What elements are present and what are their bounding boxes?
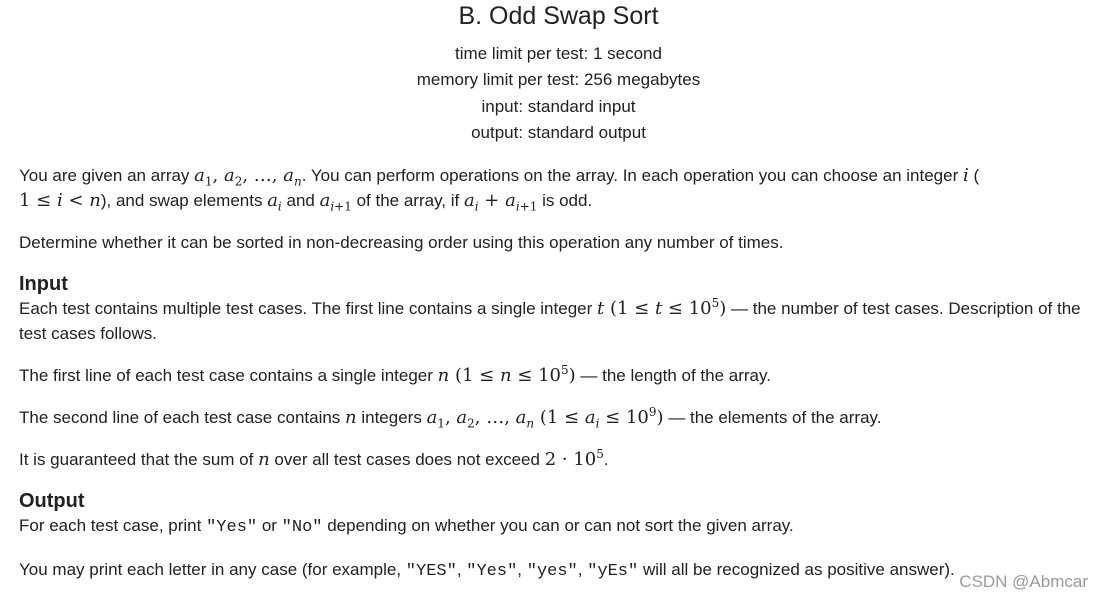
input-spec: input: standard input <box>481 96 636 116</box>
input-text: — the length of the array. <box>575 366 771 385</box>
input-paragraph-4 <box>19 447 1094 472</box>
input-paragraph-3 <box>19 405 1094 430</box>
input-text: . <box>603 450 609 469</box>
input-text: It is guaranteed that the sum of <box>19 450 259 469</box>
math-i: i <box>962 165 969 186</box>
code-example: "Yes" <box>466 562 518 581</box>
statement-text: . You can perform operations on the array. In each operation you can choose an integer <box>301 166 963 185</box>
code-yes: "Yes" <box>206 518 258 537</box>
code-example: "YES" <box>405 562 457 581</box>
input-paragraph-2 <box>19 363 1094 388</box>
math-n-sum: n <box>258 449 270 470</box>
code-example: "yes" <box>526 562 578 581</box>
statement-text: ( <box>968 166 980 185</box>
input-text: The second line of each test case contains <box>19 408 346 427</box>
input-heading: Input <box>19 273 68 295</box>
output-spec: output: standard output <box>471 122 646 142</box>
output-text: You may print each letter in any case (for example, <box>19 560 406 579</box>
output-text: will all be recognized as positive answer). <box>638 560 955 579</box>
input-text: integers <box>356 408 427 427</box>
problem-limits <box>0 41 1102 146</box>
math-sum: $a_i + a_{i+1}$ <box>463 190 538 214</box>
input-text: over all test cases does not exceed <box>269 450 545 469</box>
statement-text: and <box>281 191 320 210</box>
statement-paragraph-1 <box>19 163 1094 213</box>
math-range-i: 1 ≤ i < n <box>19 190 101 211</box>
code-no: "No" <box>281 518 323 537</box>
statement-text: You are given an array <box>19 166 195 185</box>
math-bound: $2 \cdot 10^5$ <box>544 447 604 470</box>
statement-paragraph-2: Determine whether it can be sorted in non-decreasing order using this operation any number of times. <box>19 233 784 252</box>
code-example: "yEs" <box>587 562 639 581</box>
math-ai: $a_i$ <box>267 190 282 214</box>
math-array: $a_1$, $a_2$, …, $a_n$ <box>194 165 302 189</box>
statement-text: of the array, if <box>351 191 464 210</box>
memory-limit: memory limit per test: 256 megabytes <box>416 70 701 90</box>
statement-text: is odd. <box>537 191 593 210</box>
problem-title: B. Odd Swap Sort <box>458 2 659 30</box>
math-n-range: n $(1 \le n \le 10^5)$ <box>437 363 576 386</box>
time-limit: time limit per test: 1 second <box>455 44 662 63</box>
watermark: CSDN @Abmcar <box>959 572 1088 591</box>
output-text: depending on whether you can or can not sort the given array. <box>322 516 794 535</box>
input-text: — the number of test cases. Description of the test cases follows. <box>19 299 1081 343</box>
math-n: n <box>345 407 357 428</box>
output-text: For each test case, print <box>19 516 207 535</box>
output-text: , <box>577 560 588 579</box>
output-text: or <box>257 516 282 535</box>
input-text: Each test contains multiple test cases. The first line contains a single integer <box>19 299 597 318</box>
problem-header <box>0 0 1102 146</box>
problem-statement <box>19 163 1094 601</box>
input-paragraph-1 <box>19 296 1094 346</box>
math-t-range: t $(1 \le t \le 10^5)$ <box>596 296 727 319</box>
input-text: The first line of each test case contains a single integer <box>19 366 438 385</box>
output-text: , <box>517 560 527 579</box>
input-text: — the elements of the array. <box>663 408 882 427</box>
output-paragraph-2 <box>19 557 1094 584</box>
output-paragraph-1 <box>19 513 1094 540</box>
output-heading: Output <box>19 490 85 512</box>
math-elements-range: $a_1$, $a_2$, …, $a_n$ $(1 \le a_i \le 10^9)$ <box>426 405 664 431</box>
math-ai1: $a_{i+1}$ <box>319 190 352 214</box>
statement-text: ), and swap elements <box>100 191 268 210</box>
output-text: , <box>456 560 467 579</box>
